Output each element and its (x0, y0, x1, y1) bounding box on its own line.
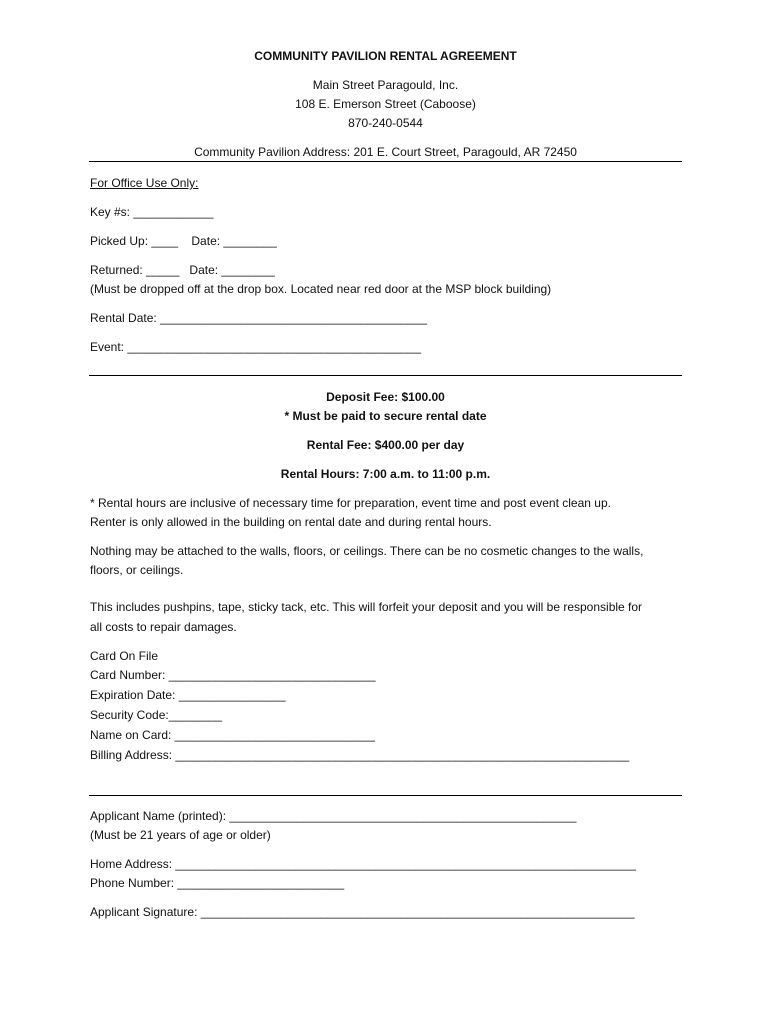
deposit-fee: Deposit Fee: $100.00 (326, 390, 445, 404)
terms-attach-line1: Nothing may be attached to the walls, floors, or ceilings. There can be no cosmetic changes to the walls, (90, 544, 644, 558)
office-divider (89, 375, 682, 376)
terms-damage-line2: all costs to repair damages. (90, 620, 237, 634)
applicant-name-field: Applicant Name (printed): ____________________________________________________ (90, 809, 577, 823)
key-numbers-field: Key #s: ____________ (90, 205, 214, 219)
deposit-note: * Must be paid to secure rental date (284, 409, 487, 423)
document-title: COMMUNITY PAVILION RENTAL AGREEMENT (254, 49, 517, 63)
applicant-signature-field: Applicant Signature: _________________________________________________________________ (90, 905, 635, 919)
returned-field: Returned: _____ Date: ________ (90, 263, 275, 277)
terms-attach-line2: floors, or ceilings. (90, 563, 184, 577)
terms-hours-line1: * Rental hours are inclusive of necessary time for preparation, event time and post event clean up. (90, 496, 611, 510)
terms-hours-line2: Renter is only allowed in the building on rental date and during rental hours. (90, 515, 492, 529)
organization-name: Main Street Paragould, Inc. (312, 78, 459, 92)
home-address-field: Home Address: _____________________________________________________________________ (90, 857, 636, 871)
phone-number-field: Phone Number: _________________________ (90, 876, 345, 890)
event-field: Event: ____________________________________________ (90, 340, 422, 354)
pavilion-address: Community Pavilion Address: 201 E. Court Street, Paragould, AR 72450 (194, 145, 577, 159)
card-on-file-heading: Card On File (90, 649, 159, 663)
billing-address-field: Billing Address: ____________________________________________________________________ (90, 748, 630, 762)
expiration-date-field: Expiration Date: ________________ (90, 688, 286, 702)
dropoff-note: (Must be dropped off at the drop box. Located near red door at the MSP block building) (90, 282, 552, 296)
organization-phone: 870-240-0544 (348, 116, 423, 130)
rental-date-field: Rental Date: ________________________________________ (90, 311, 427, 325)
security-code-field: Security Code:________ (90, 708, 223, 722)
picked-up-field: Picked Up: ____ Date: ________ (90, 234, 277, 248)
age-requirement-note: (Must be 21 years of age or older) (90, 828, 271, 842)
office-use-heading: For Office Use Only: (90, 176, 199, 190)
rental-fee: Rental Fee: $400.00 per day (306, 438, 465, 452)
rental-hours: Rental Hours: 7:00 a.m. to 11:00 p.m. (280, 467, 491, 481)
terms-damage-line1: This includes pushpins, tape, sticky tack, etc. This will forfeit your deposit and you will be responsible for (90, 600, 643, 614)
card-divider (89, 795, 682, 796)
name-on-card-field: Name on Card: ______________________________ (90, 728, 375, 742)
organization-street: 108 E. Emerson Street (Caboose) (295, 97, 476, 111)
card-number-field: Card Number: _______________________________ (90, 668, 376, 682)
header-divider (89, 161, 682, 162)
